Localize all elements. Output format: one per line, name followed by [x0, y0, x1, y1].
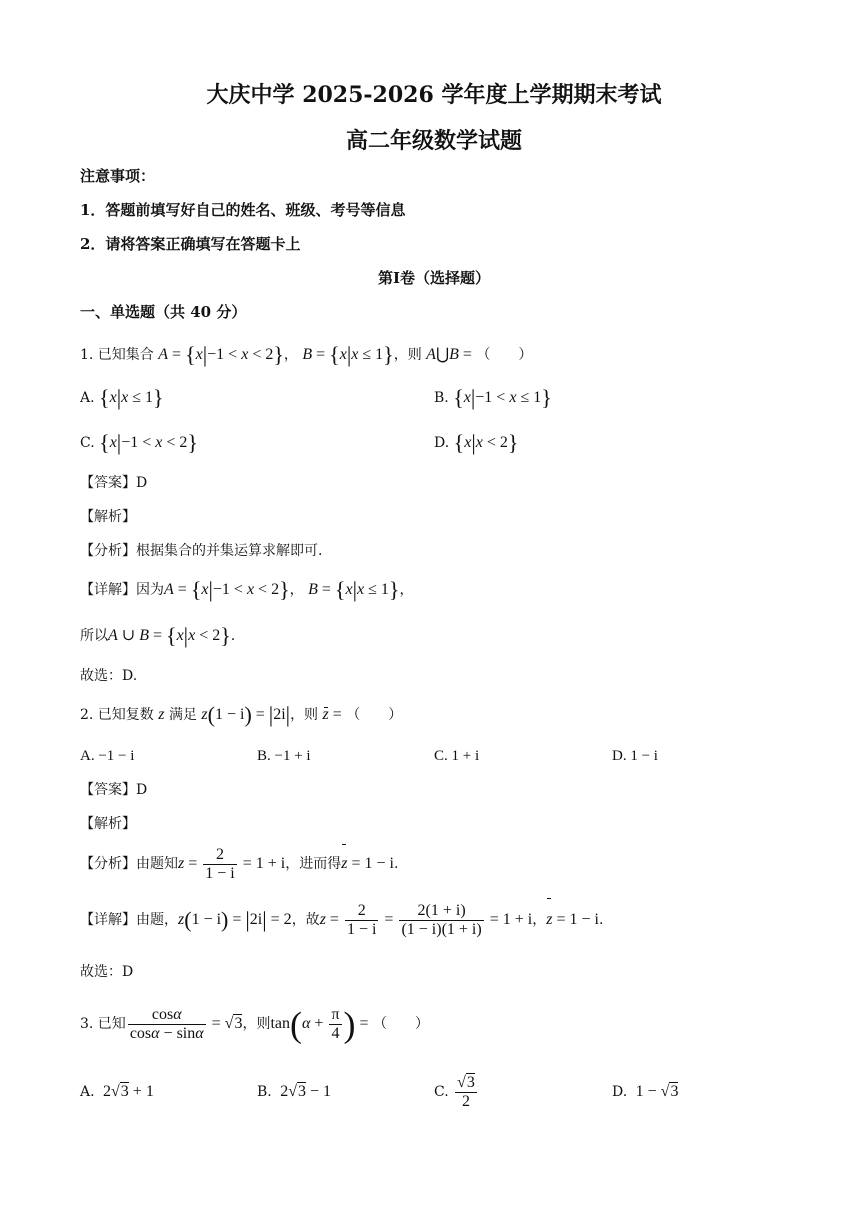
q1-analysis: 【解析】 [80, 509, 136, 525]
q1-set-b: B = {x|x ≤ 1} [302, 342, 394, 367]
q1-option-c: C. {x|−1 < x < 2} [80, 430, 198, 455]
q1-option-a: A. {x|x ≤ 1} [80, 385, 164, 410]
section-heading: 一、单选题（共 40 分） [80, 303, 247, 321]
q1-fenxi: 【分析】根据集合的并集运算求解即可. [80, 543, 323, 559]
q1-union: A⋃B = [426, 346, 472, 363]
q1-conclusion: 所以A ∪ B = {x|x < 2}. [80, 623, 236, 648]
q1-paren: （ ） [476, 347, 533, 363]
notice-item-1: 1．答题前填写好自己的姓名、班级、考号等信息 [80, 201, 406, 219]
q3-option-d: D. 1 − √3 [612, 1083, 679, 1100]
q2-option-c: C. 1 + i [434, 748, 480, 764]
q2-choice: 故选：D [80, 964, 134, 980]
q1-choice: 故选：D. [80, 668, 138, 684]
notice-item-2: 2．请将答案正确填写在答题卡上 [80, 235, 301, 253]
q2-stem: 2. 已知复数 z 满足 z(1 − i) = |2i|，则 z = （ ） [80, 702, 403, 727]
q2-option-d: D. 1 − i [612, 748, 658, 764]
volume-heading: 第Ⅰ卷（选择题） [377, 269, 491, 287]
notice-heading: 注意事项： [80, 167, 156, 185]
q2-answer: 【答案】D [80, 782, 148, 798]
q1-set-a: A = {x|−1 < x < 2} [158, 342, 284, 367]
q1-answer: 【答案】D [80, 475, 148, 491]
q2-xiangjie: 【详解】由题，z(1 − i) = |2i| = 2，故z = $\frac{2}{1 - i}$ = $\frac{2(1 + i)}{(1 - i)(1 + i)}$ = 1 + i，z = 1 − i. [80, 896, 603, 944]
exam-subtitle: 高二年级数学试题 [345, 128, 522, 154]
q2-analysis: 【解析】 [80, 816, 136, 832]
q1-option-b: B. {x|−1 < x ≤ 1} [434, 385, 552, 410]
q2-option-a: A. −1 − i [80, 748, 135, 764]
q1-number: 1. 已知集合 [80, 347, 154, 363]
q3-option-a: A. 2√3 + 1 [80, 1083, 154, 1100]
q3-option-c: C. $\frac{√3}{2}$ [434, 1073, 475, 1110]
q3-option-b: B. 2√3 − 1 [257, 1083, 332, 1100]
q3-stem: 3. 已知 $\frac{\cos\alpha}{\cos\alpha - \sin\alpha}$ = √3，则tan(α + $\frac{\pi}{4}$ ) = （ ） [80, 1004, 430, 1045]
q1-stem: 1. 已知集合 A = {x|−1 < x < 2}， B = {x|x ≤ 1}，则 A⋃B = （ ） [80, 342, 533, 367]
q2-option-b: B. −1 + i [257, 748, 311, 764]
q2-fenxi: 【分析】由题知z = $\frac{2}{1 - i}$ = 1 + i，进而得z = 1 − i. [80, 842, 398, 886]
q1-xiangjie: 【详解】因为A = {x|−1 < x < 2}， B = {x|x ≤ 1}， [80, 577, 414, 602]
exam-title: 大庆中学 2025-2026 学年度上学期期末考试 [206, 82, 662, 108]
q1-option-d: D. {x|x < 2} [434, 430, 519, 455]
